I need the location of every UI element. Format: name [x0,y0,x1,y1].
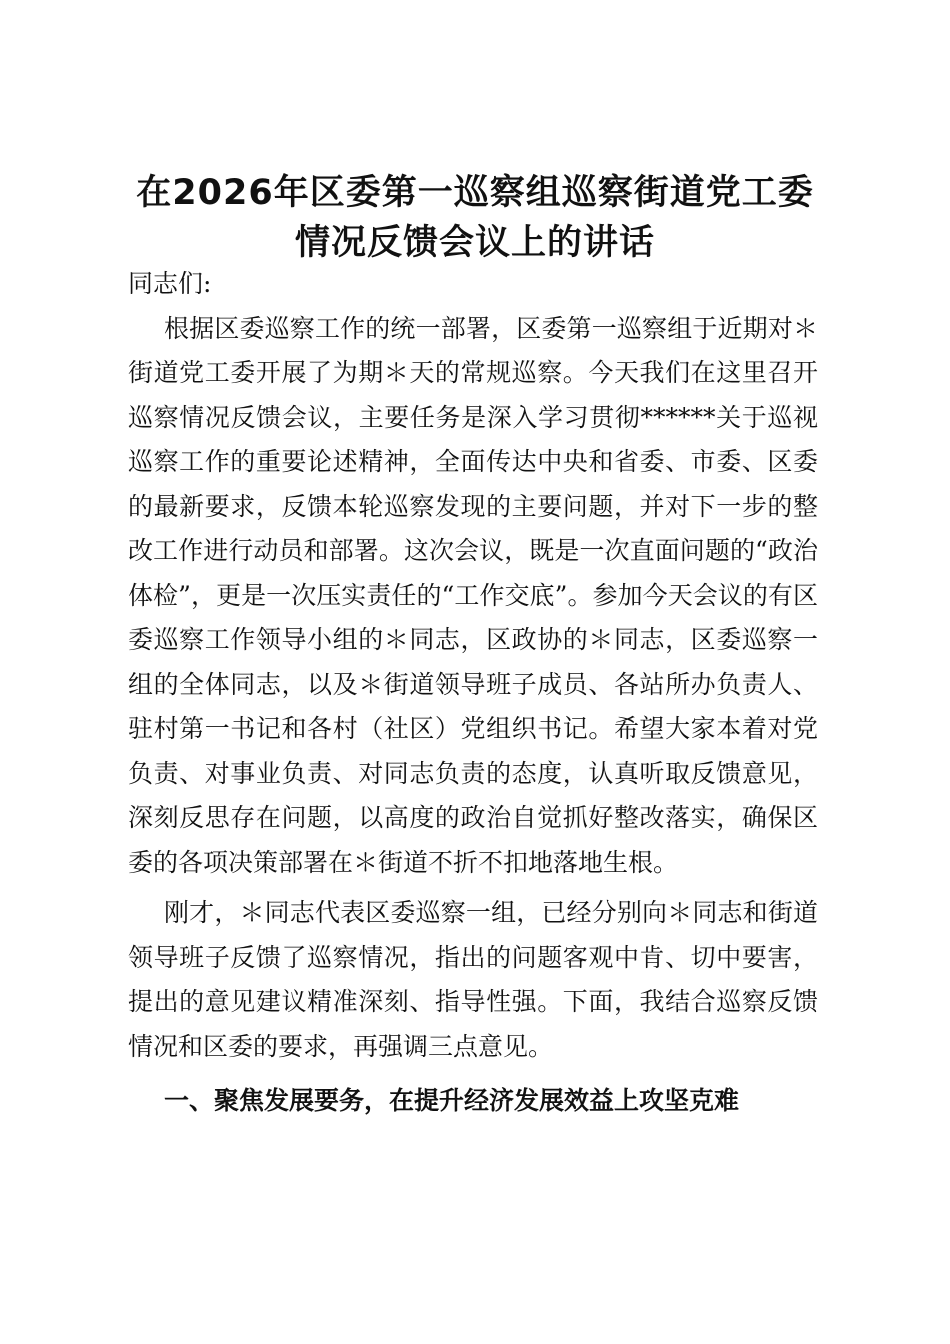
section-heading-1: 一、聚焦发展要务，在提升经济发展效益上攻坚克难 [164,1086,740,1115]
title-line-1: 在2026年区委第一巡察组巡察街道党工委 [136,173,814,213]
paragraph-2: 刚才，＊同志代表区委巡察一组，已经分别向＊同志和街道领导班子反馈了巡察情况，指出的问题客观中肯、切中要害，提出的意见建议精准深刻、指导性强。下面，我结合巡察反馈情况和区委的要求，再强调三点意见。 [128,898,818,1061]
salutation: 同志们: [128,269,212,298]
title-line-2: 情况反馈会议上的讲话 [294,223,655,263]
document-title [60,168,890,268]
document-body [128,262,818,1124]
paragraph-1: 根据区委巡察工作的统一部署，区委第一巡察组于近期对＊街道党工委开展了为期＊天的常规巡察。今天我们在这里召开巡察情况反馈会议，主要任务是深入学习贯彻******关于巡视巡察工作的重要论述精神，全面传达中央和省委、市委、区委的最新要求，反馈本轮巡察发现的主要问题，并对下一步的整改工作进行动员和部署。这次会议，既是一次直面问题的“政治体检”，更是一次压实责任的“工作交底”。参加今天会议的有区委巡察工作领导小组的＊同志，区政协的＊同志，区委巡察一组的全体同志，以及＊街道领导班子成员、各站所办负责人、驻村第一书记和各村（社区）党组织书记。希望大家本着对党负责、对事业负责、对同志负责的态度，认真听取反馈意见，深刻反思存在问题，以高度的政治自觉抓好整改落实，确保区委的各项决策部署在＊街道不折不扣地落地生根。 [128,313,818,877]
